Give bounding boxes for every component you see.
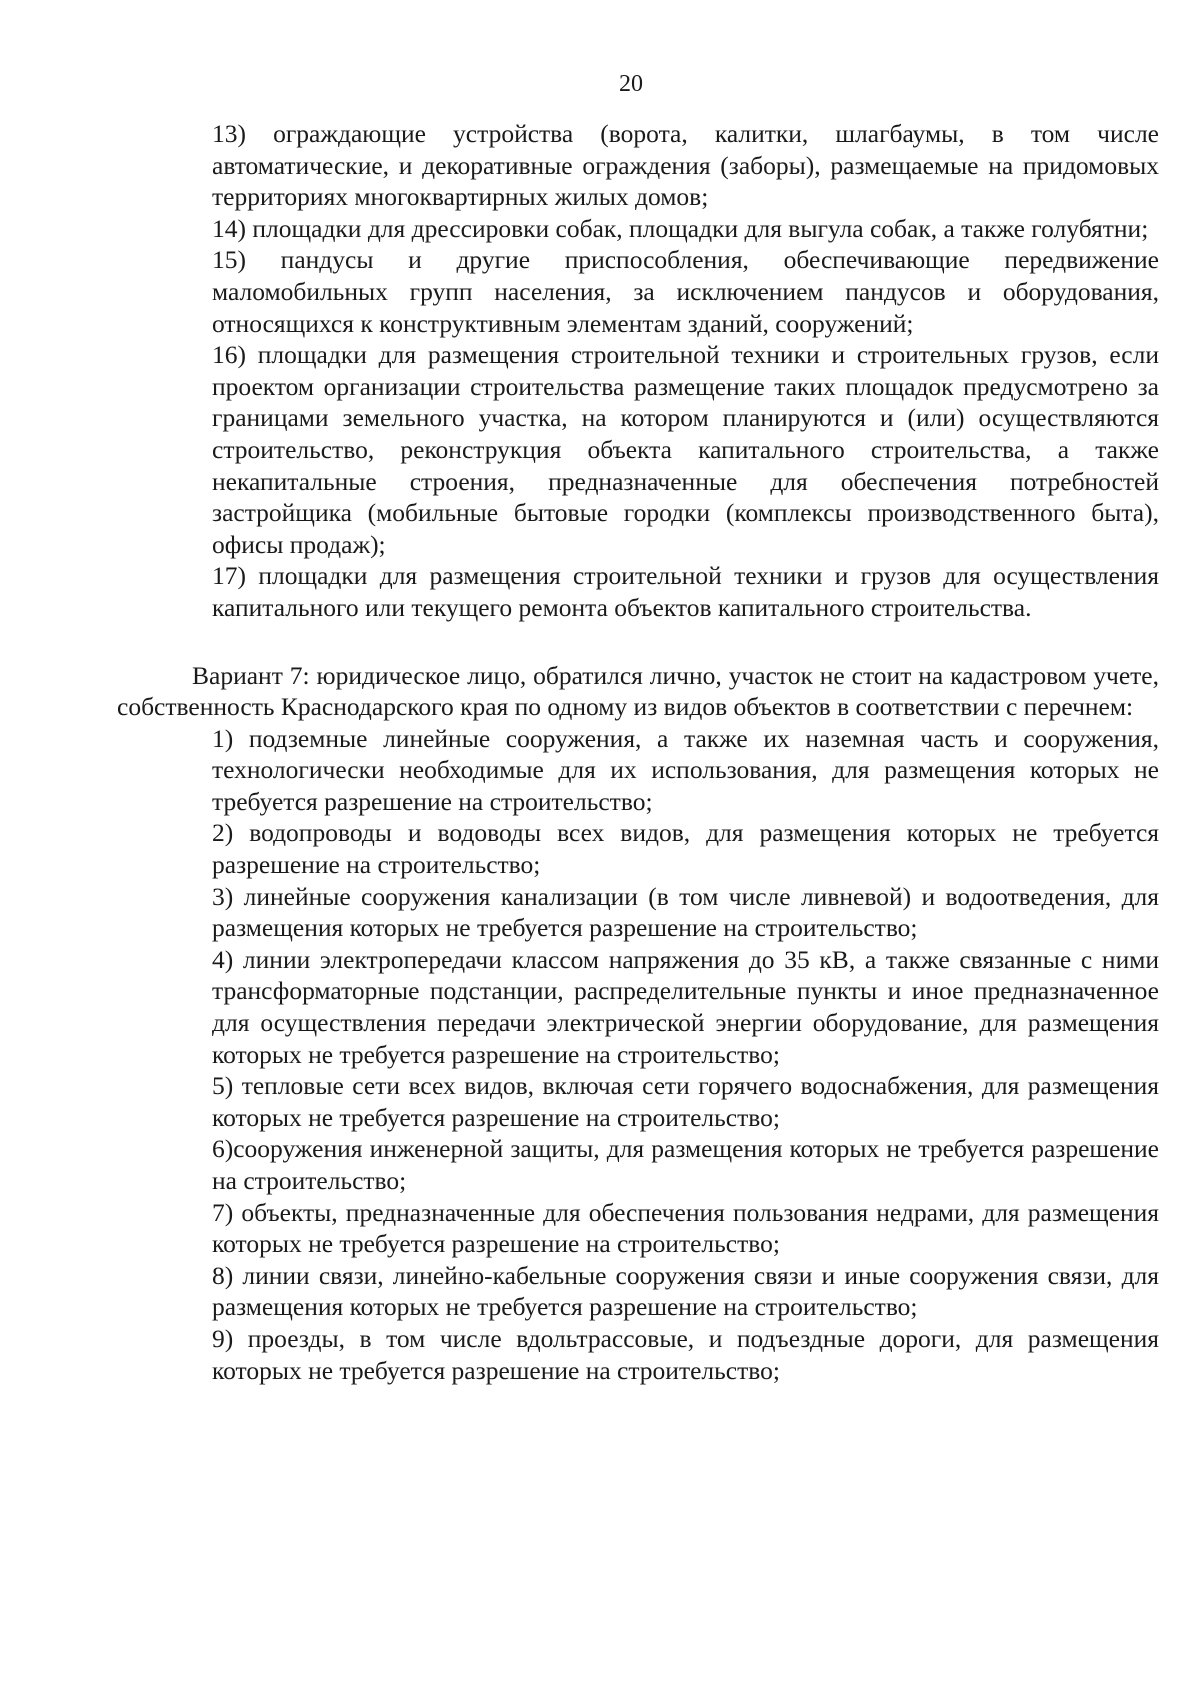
document-body — [117, 118, 1159, 1386]
list-item: 6)сооружения инженерной защиты, для размещения которых не требуется разрешение на строительство; — [212, 1134, 1159, 1195]
list-item: 2) водопроводы и водоводы всех видов, для размещения которых не требуется разрешение на строительство; — [212, 818, 1159, 880]
list-item: 15) пандусы и другие приспособления, обеспечивающие передвижение маломобильных групп населения, за исключением пандусов и оборудования, относящихся к конструктивным элементам зданий, сооружений; — [212, 245, 1159, 338]
list-item: 7) объекты, предназначенные для обеспечения пользования недрами, для размещения которых не требуется разрешение на строительство; — [212, 1197, 1159, 1259]
list-a — [117, 118, 1159, 624]
list-item: 1) подземные линейные сооружения, а также их наземная часть и сооружения, технологически необходимые для их использования, для размещения которых не требуется разрешение на строительство; — [212, 723, 1159, 816]
list-b — [117, 723, 1159, 1386]
variant-paragraph: Вариант 7: юридическое лицо, обратился лично, участок не стоит на кадастровом учете, собственность Краснодарского края по одному из видов объектов в соответствии с перечнем: — [117, 660, 1159, 722]
list-item: 5) тепловые сети всех видов, включая сети горячего водоснабжения, для размещения которых не требуется разрешение на строительство; — [212, 1071, 1159, 1132]
page-number: 20 — [619, 71, 643, 97]
list-item: 17) площадки для размещения строительной техники и грузов для осуществления капитального или текущего ремонта объектов капитального строительства. — [212, 561, 1159, 622]
section-gap — [117, 624, 1159, 660]
list-item: 4) линии электропередачи классом напряжения до 35 кВ, а также связанные с ними трансформаторные подстанции, распределительные пункты и иное предназначенное для осуществления передачи электрической энергии оборудование, для размещения которых не требуется разрешение на строительство; — [212, 944, 1159, 1069]
list-item: 9) проезды, в том числе вдольтрассовые, и подъездные дороги, для размещения которых не требуется разрешение на строительство; — [212, 1323, 1159, 1385]
list-item: 16) площадки для размещения строительной техники и строительных грузов, если проектом организации строительства размещение таких площадок предусмотрено за границами земельного участка, на котором планируются и (или) осуществляются строительство, реконструкция объекта капитального строительства, а также некапитальные строения, предназначенные для обеспечения потребностей застройщика (мобильные бытовые городки (комплексы производственного быта), офисы продаж); — [212, 340, 1159, 559]
list-item: 13) ограждающие устройства (ворота, калитки, шлагбаумы, в том числе автоматические, и декоративные ограждения (заборы), размещаемые на придомовых территориях многоквартирных жилых домов; — [212, 119, 1159, 212]
list-item: 3) линейные сооружения канализации (в том числе ливневой) и водоотведения, для размещения которых не требуется разрешение на строительство; — [212, 881, 1159, 943]
list-item: 8) линии связи, линейно-кабельные сооружения связи и иные сооружения связи, для размещения которых не требуется разрешение на строительство; — [212, 1260, 1159, 1322]
list-item: 14) площадки для дрессировки собак, площадки для выгула собак, а также голубятни; — [212, 213, 1149, 243]
